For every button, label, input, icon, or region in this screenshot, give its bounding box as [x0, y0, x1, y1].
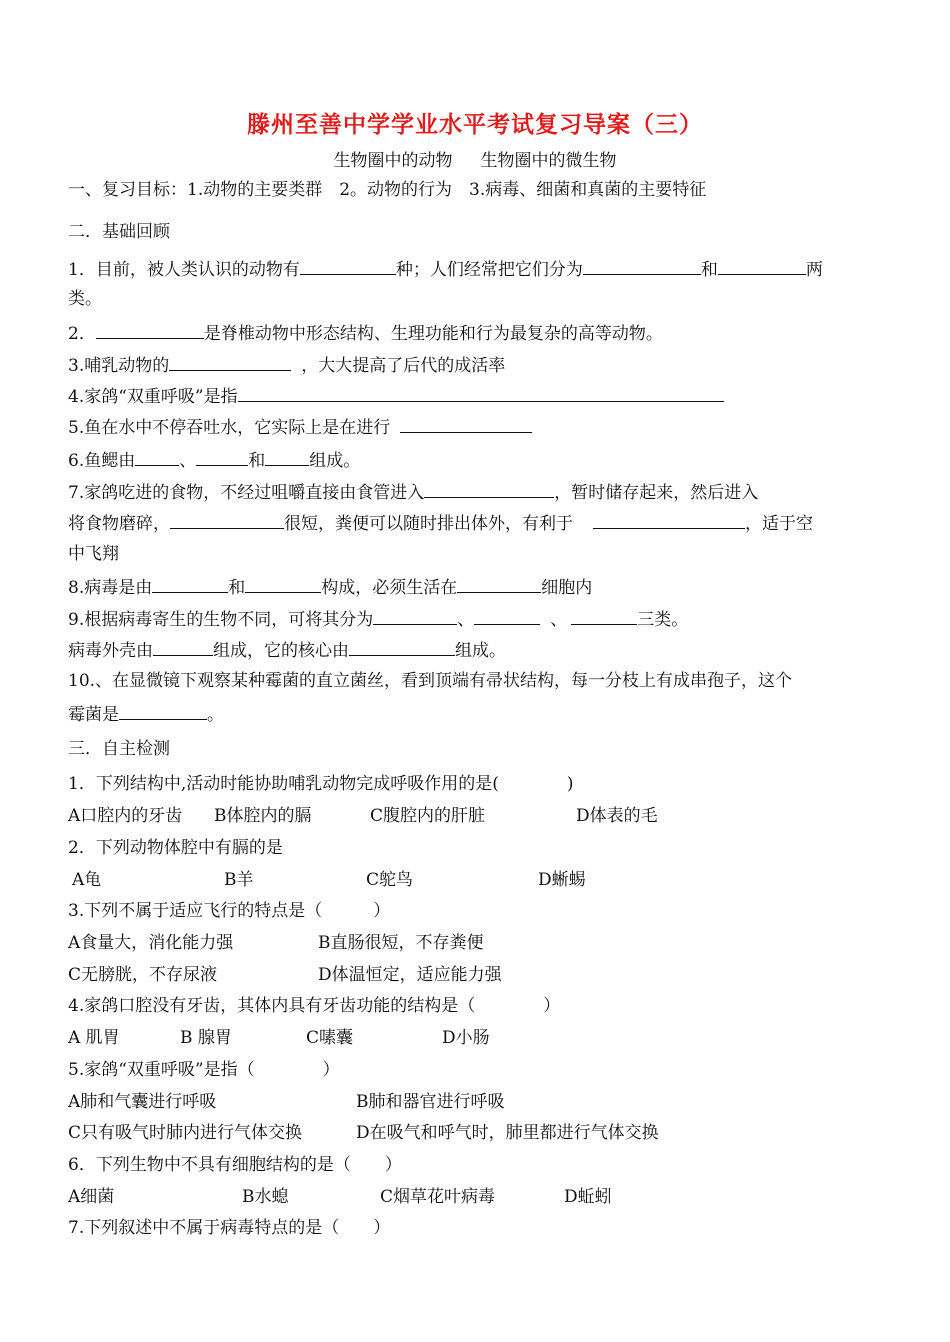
objectives: 一、复习目标：1.动物的主要类群 2。动物的行为 3.病毒、细菌和真菌的主要特征 — [68, 180, 707, 200]
page-subtitle — [0, 146, 950, 171]
answer-blank[interactable] — [349, 637, 455, 656]
mc-3-option-a[interactable]: A食量大，消化能力强 — [68, 933, 234, 953]
question-7: 7.家鸽吃进的食物，不经过咀嚼直接由食管进入 ，暂时储存起来，然后进入 — [68, 479, 758, 505]
answer-blank[interactable] — [400, 414, 532, 433]
mc-2-option-c[interactable]: C鸵鸟 — [366, 870, 414, 890]
mc-4-option-b[interactable]: B 腺胃 — [180, 1028, 232, 1048]
question-9: 9.根据病毒寄生的生物不同，可将其分为 、 、 三类。 — [68, 606, 688, 632]
mc-2-option-b[interactable]: B羊 — [224, 870, 254, 890]
mc-5-option-c[interactable]: C只有吸气时肺内进行气体交换 — [68, 1123, 303, 1143]
question-10: 10.、在显微镜下观察某种霉菌的直立菌丝，看到顶端有帚状结构，每一分枝上有成串孢子，这个 — [68, 671, 793, 691]
answer-blank[interactable] — [265, 447, 309, 466]
answer-blank[interactable] — [583, 256, 701, 275]
mc-6-option-d[interactable]: D蚯蚓 — [564, 1187, 612, 1207]
mc-question-6: 6．下列生物中不具有细胞结构的是（ ） — [68, 1155, 402, 1175]
mc-1-option-c[interactable]: C腹腔内的肝脏 — [370, 806, 486, 826]
mc-5-option-d[interactable]: D在吸气和呼气时，肺里都进行气体交换 — [356, 1123, 659, 1143]
answer-blank[interactable] — [571, 606, 637, 625]
mc-3-option-d[interactable]: D体温恒定，适应能力强 — [318, 965, 502, 985]
question-5: 5.鱼在水中不停吞吐水，它实际上是在进行 — [68, 414, 532, 440]
mc-4-option-d[interactable]: D小肠 — [442, 1028, 490, 1048]
page-title: 滕州至善中学学业水平考试复习导案（三） — [247, 111, 703, 138]
answer-blank[interactable] — [135, 447, 179, 466]
mc-1-option-a[interactable]: A口腔内的牙齿 — [68, 806, 183, 826]
question-3: 3.哺乳动物的 ，大大提高了后代的成活率 — [68, 352, 505, 378]
answer-blank[interactable] — [152, 574, 228, 593]
answer-blank[interactable] — [119, 701, 207, 720]
section-self-check: 三．自主检测 — [68, 739, 170, 759]
answer-blank[interactable] — [170, 510, 284, 529]
answer-blank[interactable] — [424, 479, 554, 498]
mc-3-option-b[interactable]: B直肠很短，不存粪便 — [318, 933, 484, 953]
question-7-end: 中飞翔 — [68, 544, 119, 564]
mc-5-option-a[interactable]: A肺和气囊进行呼吸 — [68, 1092, 217, 1112]
answer-blank[interactable] — [457, 574, 541, 593]
mc-question-5: 5.家鸽“双重呼吸”是指（ ） — [68, 1060, 340, 1080]
subtitle-microbes: 生物圈中的微生物 — [480, 151, 617, 171]
mc-6-option-a[interactable]: A细菌 — [68, 1187, 115, 1207]
subtitle-animals: 生物圈中的动物 — [333, 151, 453, 171]
question-8: 8.病毒是由 和 构成，必须生活在 细胞内 — [68, 574, 592, 600]
mc-6-option-b[interactable]: B水螅 — [242, 1187, 289, 1207]
question-6: 6.鱼鳃由 、 和 组成。 — [68, 447, 360, 473]
mc-question-2: 2．下列动物体腔中有膈的是 — [68, 838, 283, 858]
answer-blank[interactable] — [96, 320, 204, 339]
mc-1-option-d[interactable]: D体表的毛 — [576, 806, 658, 826]
mc-2-option-a[interactable]: A龟 — [72, 870, 102, 890]
mc-5-option-b[interactable]: B肺和器官进行呼吸 — [356, 1092, 505, 1112]
mc-4-option-a[interactable]: A 肌胃 — [68, 1028, 120, 1048]
mc-3-option-c[interactable]: C无膀胱，不存尿液 — [68, 965, 218, 985]
answer-blank[interactable] — [245, 574, 321, 593]
question-7-cont: 将食物磨碎， 很短，粪便可以随时排出体外，有利于 ，适于空 — [68, 510, 813, 536]
answer-blank[interactable] — [373, 606, 457, 625]
mc-1-option-b[interactable]: B体腔内的膈 — [214, 806, 312, 826]
question-9-cont: 病毒外壳由 组成，它的核心由 组成。 — [68, 637, 506, 663]
section-basic-review: 二．基础回顾 — [68, 222, 170, 242]
question-4: 4.家鸽“双重呼吸”是指 — [68, 383, 724, 409]
mc-question-7: 7.下列叙述中不属于病毒特点的是（ ） — [68, 1218, 391, 1238]
mc-6-option-c[interactable]: C烟草花叶病毒 — [380, 1187, 496, 1207]
mc-question-1: 1．下列结构中,活动时能协助哺乳动物完成呼吸作用的是( ) — [68, 774, 574, 794]
question-10-cont: 霉菌是 。 — [68, 701, 224, 727]
answer-blank[interactable] — [169, 352, 291, 371]
answer-blank[interactable] — [196, 447, 248, 466]
answer-blank[interactable] — [474, 606, 540, 625]
question-1: 1．目前，被人类认识的动物有 种；人们经常把它们分为 和 两 — [68, 256, 823, 282]
mc-question-3: 3.下列不属于适应飞行的特点是（ ） — [68, 901, 391, 921]
mc-question-4: 4.家鸽口腔没有牙齿，其体内具有牙齿功能的结构是（ ） — [68, 996, 561, 1016]
question-2: 2． 是脊椎动物中形态结构、生理功能和行为最复杂的高等动物。 — [68, 320, 663, 346]
answer-blank[interactable] — [593, 510, 745, 529]
answer-blank[interactable] — [718, 256, 806, 275]
answer-blank[interactable] — [238, 383, 724, 402]
question-1-cont: 类。 — [68, 289, 102, 309]
answer-blank[interactable] — [300, 256, 396, 275]
answer-blank[interactable] — [153, 637, 213, 656]
mc-2-option-d[interactable]: D蜥蜴 — [538, 870, 586, 890]
mc-4-option-c[interactable]: C嗉囊 — [306, 1028, 354, 1048]
